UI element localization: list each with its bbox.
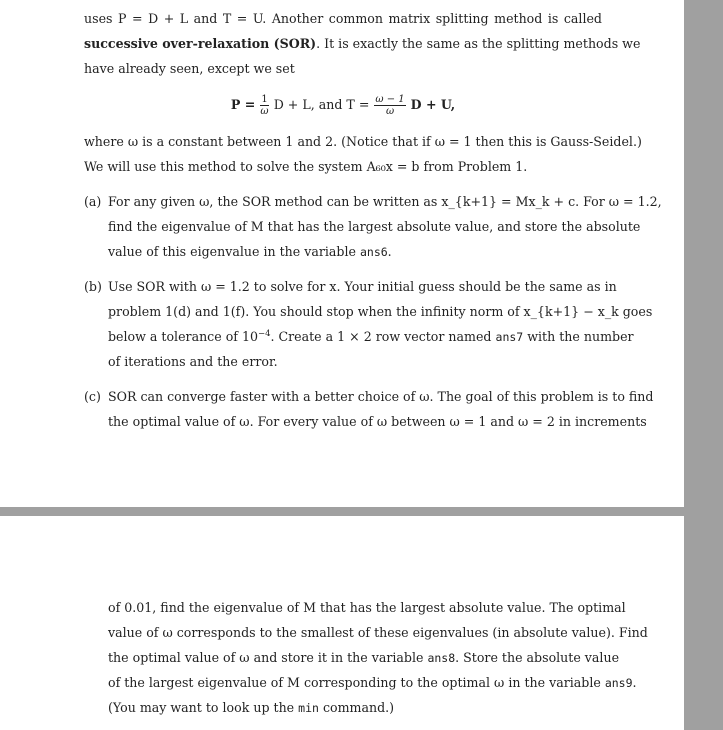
display-equation: P = $\frac{1}{\omega}$ D + L, and T = $\frac{\omega - 1}{\omega}$ D + U, (230, 94, 456, 117)
part-c-label: (c) (84, 389, 101, 404)
paragraph-line: below a tolerance of $10^{-4}$. Create a 1 × 2 row vector named ans7 with the number (108, 328, 634, 344)
paragraph-line: Use SOR with ω = 1.2 to solve for x. Your initial guess should be the same as in (108, 279, 617, 294)
paragraph-line: For any given ω, the SOR method can be written as x_{k+1} = Mx_k + c. For ω = 1.2, (108, 194, 662, 209)
paragraph-line: of 0.01, find the eigenvalue of M that has the largest absolute value. The optimal (108, 600, 626, 615)
paragraph-line: successive over-relaxation (SOR). It is exactly the same as the splitting methods we (84, 36, 641, 51)
document-page-2 (0, 516, 684, 730)
paragraph-line: uses P = D + L and T = U. Another common matrix splitting method is called (84, 11, 602, 26)
variable-ans9: ans9 (604, 676, 633, 690)
part-b-label: (b) (84, 279, 102, 294)
variable-ans7: ans7 (495, 330, 524, 344)
paragraph-line: value of ω corresponds to the smallest of these eigenvalues (in absolute value). Find (108, 625, 648, 640)
paragraph-line: (You may want to look up the min command.) (108, 700, 395, 715)
paragraph-line: of iterations and the error. (108, 354, 278, 369)
paragraph-line: the optimal value of ω. For every value of ω between ω = 1 and ω = 2 in increments (108, 414, 647, 429)
paragraph-line: the optimal value of ω and store it in the variable ans8. Store the absolute value (108, 650, 620, 665)
paragraph-line: of the largest eigenvalue of M corresponding to the optimal ω in the variable ans9. (108, 675, 637, 690)
part-a-label: (a) (84, 194, 102, 209)
command-min: min (298, 701, 319, 715)
variable-ans6: ans6 (359, 245, 388, 259)
paragraph-line: have already seen, except we set (84, 61, 295, 76)
paragraph-line: where ω is a constant between 1 and 2. (Notice that if ω = 1 then this is Gauss-Seidel.) (84, 134, 642, 149)
paragraph-line: SOR can converge faster with a better choice of ω. The goal of this problem is to find (108, 389, 654, 404)
variable-ans8: ans8 (427, 651, 456, 665)
paragraph-line: find the eigenvalue of M that has the largest absolute value, and store the absolute (108, 219, 641, 234)
paragraph-line: problem 1(d) and 1(f). You should stop when the infinity norm of x_{k+1} − x_k goes (108, 304, 653, 319)
paragraph-line: value of this eigenvalue in the variable ans6. (108, 244, 392, 259)
paragraph-line: We will use this method to solve the system A₆₀x = b from Problem 1. (84, 159, 528, 174)
sor-term: successive over-relaxation (SOR) (84, 36, 317, 51)
